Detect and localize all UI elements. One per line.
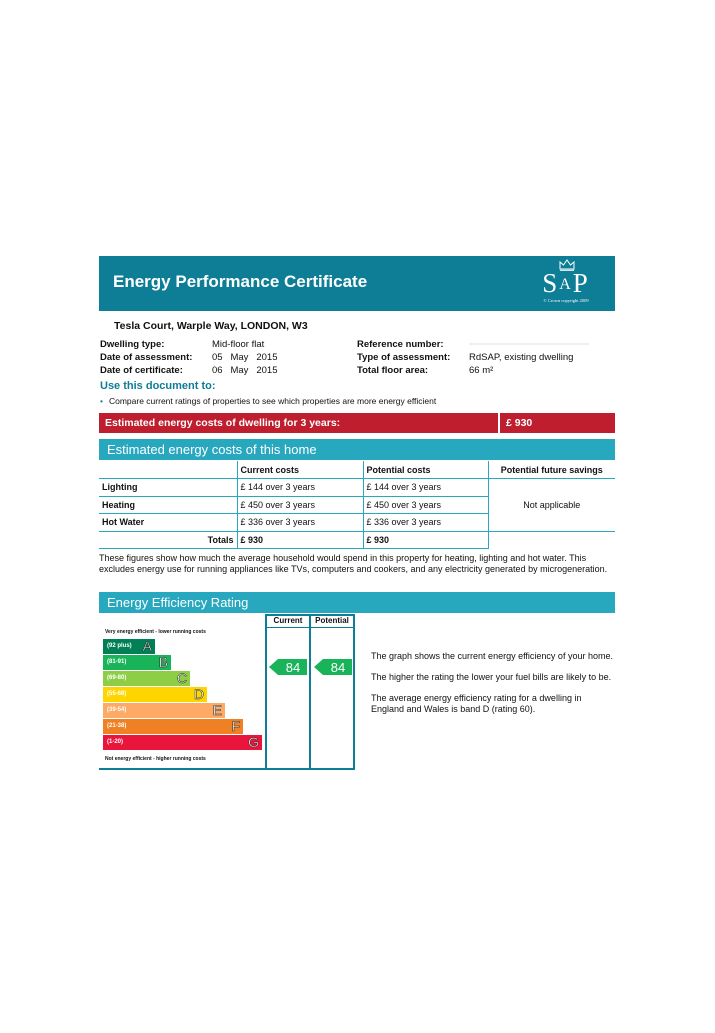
table-header-blank xyxy=(99,461,237,479)
certificate-title: Energy Performance Certificate xyxy=(113,272,368,291)
table-header-savings: Potential future savings xyxy=(488,461,615,479)
row-label: Lighting xyxy=(99,479,237,497)
not-efficient-label: Not energy efficient - higher running costs xyxy=(105,756,206,762)
graph-bottom-border xyxy=(99,768,355,770)
reference-number-redacted xyxy=(469,343,589,345)
band-range: (55-68) xyxy=(107,691,127,697)
band-range: (39-54) xyxy=(107,707,127,713)
current-cost: £ 450 over 3 years xyxy=(237,496,363,514)
band-a xyxy=(103,639,155,654)
property-address: Tesla Court, Warple Way, LONDON, W3 xyxy=(114,320,308,332)
potential-cost: £ 450 over 3 years xyxy=(363,496,488,514)
band-f xyxy=(103,719,243,734)
graph-column-border xyxy=(309,614,311,770)
energy-costs-table xyxy=(99,461,615,549)
potential-rating-value: 84 xyxy=(330,660,346,675)
totals-potential: £ 930 xyxy=(363,531,488,549)
sap-copyright: © Crown copyright 2009 xyxy=(543,298,589,303)
potential-rating-arrow xyxy=(314,659,352,675)
rating-text-paragraph: The average energy efficiency rating for a dwelling in England and Wales is band D (rating 60). xyxy=(371,693,582,714)
potential-cost: £ 144 over 3 years xyxy=(363,479,488,497)
detail-value: Mid-floor flat xyxy=(212,339,265,350)
section-title-text: Energy Efficiency Rating xyxy=(107,595,249,610)
band-range: (21-38) xyxy=(107,723,127,729)
sap-logo xyxy=(529,259,603,307)
detail-value: 05 May 2015 xyxy=(212,352,278,363)
detail-value: 66 m² xyxy=(469,365,494,376)
detail-value: RdSAP, existing dwelling xyxy=(469,352,574,363)
current-cost: £ 144 over 3 years xyxy=(237,479,363,497)
bullet-text: Compare current ratings of properties to see which properties are more energy efficient xyxy=(108,396,437,406)
table-header-row xyxy=(99,461,615,479)
detail-label: Reference number: xyxy=(357,339,444,350)
band-b xyxy=(103,655,171,670)
detail-label: Type of assessment: xyxy=(357,352,451,363)
table-row xyxy=(99,479,615,497)
band-letter: F xyxy=(231,718,240,734)
row-label: Hot Water xyxy=(99,514,237,532)
energy-efficiency-rating xyxy=(99,614,615,772)
rating-explanation xyxy=(371,651,615,725)
band-d xyxy=(103,687,207,702)
totals-current: £ 930 xyxy=(237,531,363,549)
three-year-cost-banner xyxy=(99,413,615,433)
band-letter: D xyxy=(193,686,204,702)
details-right xyxy=(357,338,589,377)
rating-text-paragraph: The graph shows the current energy efficiency of your home. xyxy=(371,651,613,661)
current-cost: £ 336 over 3 years xyxy=(237,514,363,532)
column-current-header: Current xyxy=(273,616,303,625)
band-letter: B xyxy=(158,654,168,670)
band-letter: A xyxy=(142,638,152,654)
band-letter: E xyxy=(212,702,222,718)
cost-banner-value: £ 930 xyxy=(506,417,533,429)
detail-label: Date of assessment: xyxy=(100,352,193,363)
details-left xyxy=(100,338,277,377)
detail-date-of-assessment xyxy=(100,351,277,364)
graph-column-border xyxy=(353,614,355,770)
band-range: (92 plus) xyxy=(107,643,132,649)
detail-type-of-assessment xyxy=(357,351,589,364)
bullet-icon: • xyxy=(100,396,103,406)
totals-savings-blank xyxy=(488,531,615,549)
band-range: (69-80) xyxy=(107,675,127,681)
cost-banner-label: Estimated energy costs of dwelling for 3 years: xyxy=(105,417,341,429)
detail-date-of-certificate xyxy=(100,364,277,377)
totals-row xyxy=(99,531,615,549)
detail-value: 06 May 2015 xyxy=(212,365,278,376)
table-header-current: Current costs xyxy=(237,461,363,479)
detail-total-floor-area xyxy=(357,364,589,377)
graph-column-border xyxy=(265,614,267,770)
certificate-header xyxy=(99,256,615,311)
detail-label: Dwelling type: xyxy=(100,339,165,350)
column-potential-header: Potential xyxy=(315,616,349,625)
table-header-potential: Potential costs xyxy=(363,461,488,479)
use-document-title: Use this document to: xyxy=(100,380,216,392)
band-range: (81-91) xyxy=(107,659,127,665)
detail-label: Date of certificate: xyxy=(100,365,183,376)
current-rating-value: 84 xyxy=(285,660,301,675)
band-letter: G xyxy=(248,734,259,750)
rating-text-paragraph: The higher the rating the lower your fuel bills are likely to be. xyxy=(371,672,612,682)
very-efficient-label: Very energy efficient - lower running costs xyxy=(105,629,206,635)
energy-performance-certificate xyxy=(99,256,615,762)
row-label: Heating xyxy=(99,496,237,514)
potential-cost: £ 336 over 3 years xyxy=(363,514,488,532)
potential-savings: Not applicable xyxy=(488,479,615,532)
band-range: (1-20) xyxy=(107,739,124,745)
band-letter: C xyxy=(176,670,187,686)
costs-section-title xyxy=(99,439,615,460)
section-title-text: Estimated energy costs of this home xyxy=(107,442,317,457)
detail-reference-number xyxy=(357,338,589,351)
costs-note: These figures show how much the average household would spend in this property for heating, lighting and hot water. This excludes energy use for running appliances like TVs, computers and cookers, and any electricity generated by microgeneration. xyxy=(99,553,608,574)
rating-section-title xyxy=(99,592,615,613)
totals-label: Totals xyxy=(99,531,237,549)
band-e xyxy=(103,703,225,718)
sap-logo-letters: SAP xyxy=(542,268,590,298)
rating-graph xyxy=(99,614,357,772)
current-rating-arrow xyxy=(269,659,307,675)
cost-banner-divider xyxy=(498,413,500,433)
band-c xyxy=(103,671,190,686)
detail-label: Total floor area: xyxy=(357,365,429,376)
use-document-bullet xyxy=(100,396,436,406)
detail-dwelling-type xyxy=(100,338,277,351)
band-g xyxy=(103,735,262,750)
